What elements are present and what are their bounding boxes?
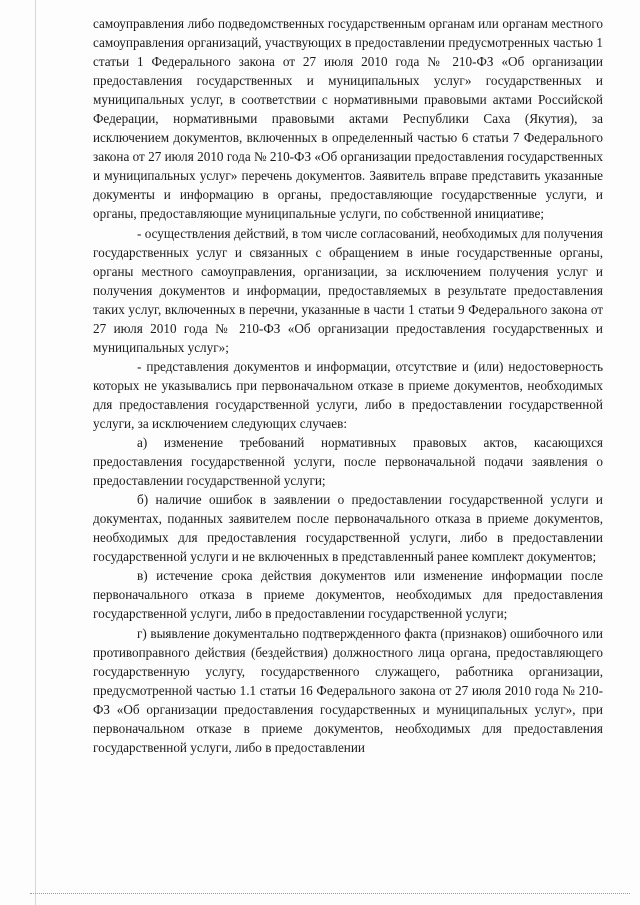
scan-edge-line: [35, 0, 36, 905]
paragraph-case-b: б) наличие ошибок в заявлении о предоставлении государственной услуги и документах, поданных заявителем после первоначального отказа в приеме документов, необходимых для предоставления государственной услуги, либо в предоставлении государственной услуги и не включенных в представленный ранее комплект документов;: [93, 492, 603, 565]
paragraph-continuation: самоуправления либо подведомственных государственным органам или органам местного самоуправления организаций, участвующих в предоставлении предусмотренных частью 1 статьи 1 Федерального закона от 27 июля 2010 года № 210-ФЗ «Об организации предоставления государственных и муниципальных услуг» государственных и муниципальных услуг, в соответствии с нормативными правовыми актами Российской Федерации, нормативными правовыми актами Республики Саха (Якутия), за исключением документов, включенных в определенный частью 6 статьи 7 Федерального закона от 27 июля 2010 года № 210-ФЗ «Об организации предоставления государственных и муниципальных услуг» перечень документов. Заявитель вправе представить указанные документы и информацию в органы, предоставляющие государственные услуги, и органы, предоставляющие муниципальные услуги, по собственной инициативе;: [93, 16, 603, 222]
paragraph-case-v: в) истечение срока действия документов или изменение информации после первоначального отказа в приеме документов, необходимых для предоставления государственной услуги, либо в предоставлении государственной услуги;: [93, 568, 603, 622]
paragraph-case-g: г) выявление документально подтвержденного факта (признаков) ошибочного или противоправного действия (бездействия) должностного лица органа, предоставляющего государственную услугу, государственного служащего, работника организации, предусмотренной частью 1.1 статьи 16 Федерального закона от 27 июля 2010 года № 210-ФЗ «Об организации предоставления государственных и муниципальных услуг», при первоначальном отказе в приеме документов, необходимых для предоставления государственной услуги, либо в предоставлении: [93, 625, 603, 755]
paragraph-actions: - осуществления действий, в том числе согласований, необходимых для получения государственных услуг и связанных с обращением в иные государственные органы, органы местного самоуправления, организации, за исключением получения услуг и получения документов и информации, предоставляемых в результате предоставления таких услуг, включенных в перечни, указанные в части 1 статьи 9 Федерального закона от 27 июля 2010 года № 210-ФЗ «Об организации предоставления государственных и муниципальных услуг»;: [93, 225, 603, 355]
paragraph-documents: - представления документов и информации, отсутствие и (или) недостоверность которых не указывались при первоначальном отказе в приеме документов, необходимых для предоставления государственной услуги, либо в предоставлении государственной услуги, за исключением следующих случаев:: [93, 358, 603, 431]
paragraph-case-a: а) изменение требований нормативных правовых актов, касающихся предоставления государственной услуги, после первоначальной подачи заявления о предоставлении государственной услуги;: [93, 435, 603, 489]
document-body: [93, 14, 603, 757]
page-bottom-edge: [30, 893, 630, 895]
